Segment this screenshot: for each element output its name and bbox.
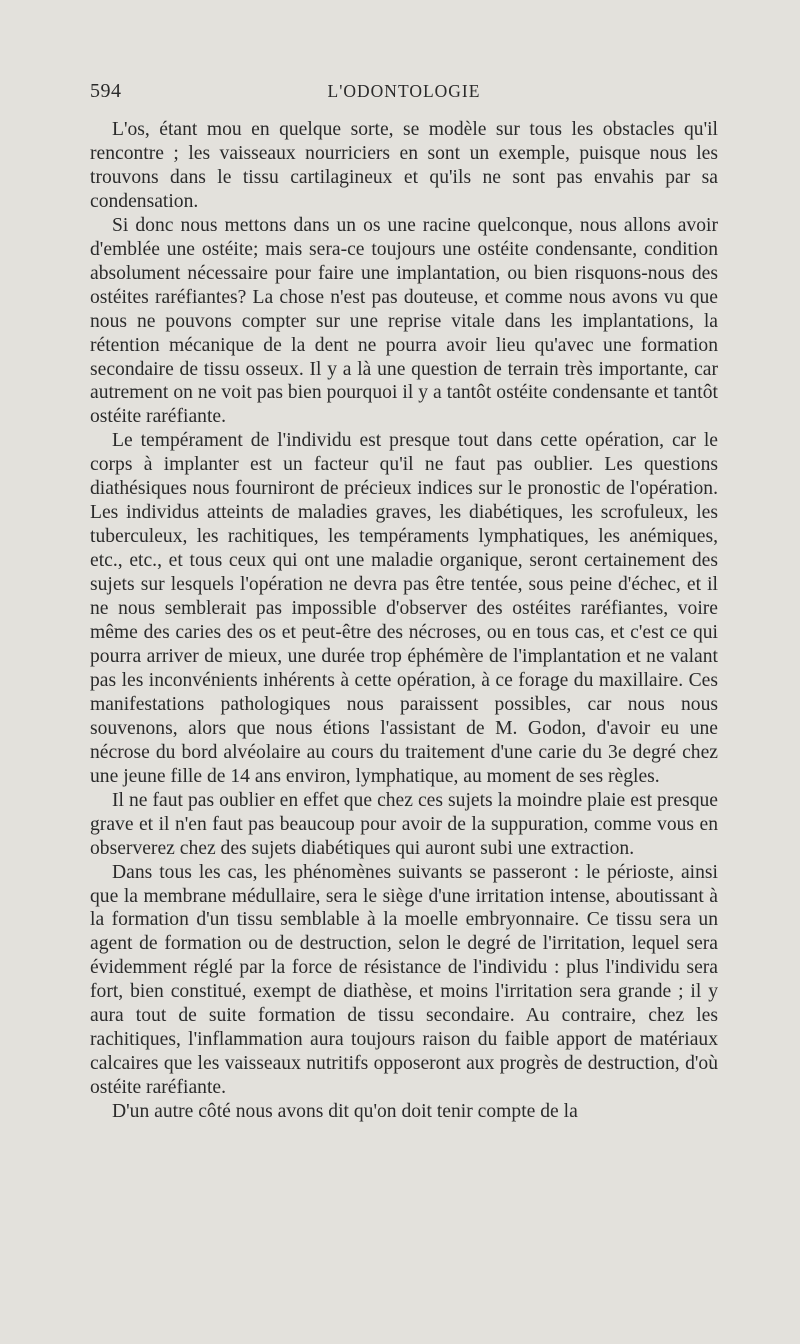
page-number: 594 (90, 80, 122, 102)
body-text (90, 118, 718, 1124)
running-title: L'ODONTOLOGIE (327, 81, 481, 101)
paragraph-6: D'un autre côté nous avons dit qu'on doit tenir compte de la (112, 1101, 578, 1123)
paragraph-3: Le tempérament de l'individu est presque tout dans cette opération, car le corps à implanter est un facteur qu'il ne faut pas oublier. Les questions diathésiques nous fourniront de précieux indices sur le pronostic de l'opération. Les individus atteints de maladies graves, les diabétiques, les scrofuleux, les tuberculeux, les rachitiques, les tempéraments lymphatiques, les anémiques, etc., etc., et tous ceux qui ont une maladie organique, seront certainement des sujets sur lesquels l'opération ne devra pas être tentée, sous peine d'échec, et il ne nous semblerait pas impossible d'observer des ostéites raréfiantes, voire même des caries des os et peut-être des nécroses, ou en tous cas, et c'est ce qui pourra arriver de mieux, une durée trop éphémère de l'implantation et ne valant pas les inconvénients inhérents à cette opération, à ce forage du maxillaire. Ces manifestations pathologiques nous paraissent possibles, car nous nous souvenons, alors que nous étions l'assistant de M. Godon, d'avoir eu une nécrose du bord alvéolaire au cours du traitement d'une carie du 3e degré chez une jeune fille de 14 ans environ, lymphatique, au moment de ses règles. (90, 430, 718, 787)
paragraph-5: Dans tous les cas, les phénomènes suivants se passeront : le périoste, ainsi que la membrane médullaire, sera le siège d'une irritation intense, aboutissant à la formation d'un tissu semblable à la moelle embryonnaire. Ce tissu sera un agent de formation ou de destruction, selon le degré de l'irritation, lequel sera évidemment réglé par la force de résistance de l'individu : plus l'individu sera fort, bien constitué, exempt de diathèse, et moins l'irritation sera grande ; il y aura tout de suite formation de tissu secondaire. Au contraire, chez les rachitiques, l'inflammation aura toujours raison du faible apport de matériaux calcaires que les vaisseaux nutritifs opposeront aux progrès de destruction, d'où ostéite raréfiante. (90, 861, 718, 1099)
paragraph-4: Il ne faut pas oublier en effet que chez ces sujets la moindre plaie est presque grave et il n'en faut pas beaucoup pour avoir de la suppuration, comme vous en observerez chez des sujets diabétiques qui auront subi une extraction. (90, 789, 718, 859)
paragraph-2: Si donc nous mettons dans un os une racine quelconque, nous allons avoir d'emblée une ostéite; mais sera-ce toujours une ostéite condensante, condition absolument nécessaire pour faire une implantation, ou bien risquons-nous des ostéites raréfiantes? La chose n'est pas douteuse, et comme nous avons vu que nous ne pouvons compter sur une reprise vitale dans les implantations, la rétention mécanique de la dent ne pourra avoir lieu qu'avec une formation secondaire de tissu osseux. Il y a là une question de terrain très importante, car autrement on ne voit pas bien pourquoi il y a tantôt ostéite condensante et tantôt ostéite raréfiante. (90, 214, 718, 428)
page-header (90, 76, 718, 106)
paragraph-1: L'os, étant mou en quelque sorte, se modèle sur tous les obstacles qu'il rencontre ; les vaisseaux nourriciers en sont un exemple, puisque nous les trouvons dans le tissu cartilagineux et qu'ils ne sont pas envahis par sa condensation. (90, 119, 718, 212)
